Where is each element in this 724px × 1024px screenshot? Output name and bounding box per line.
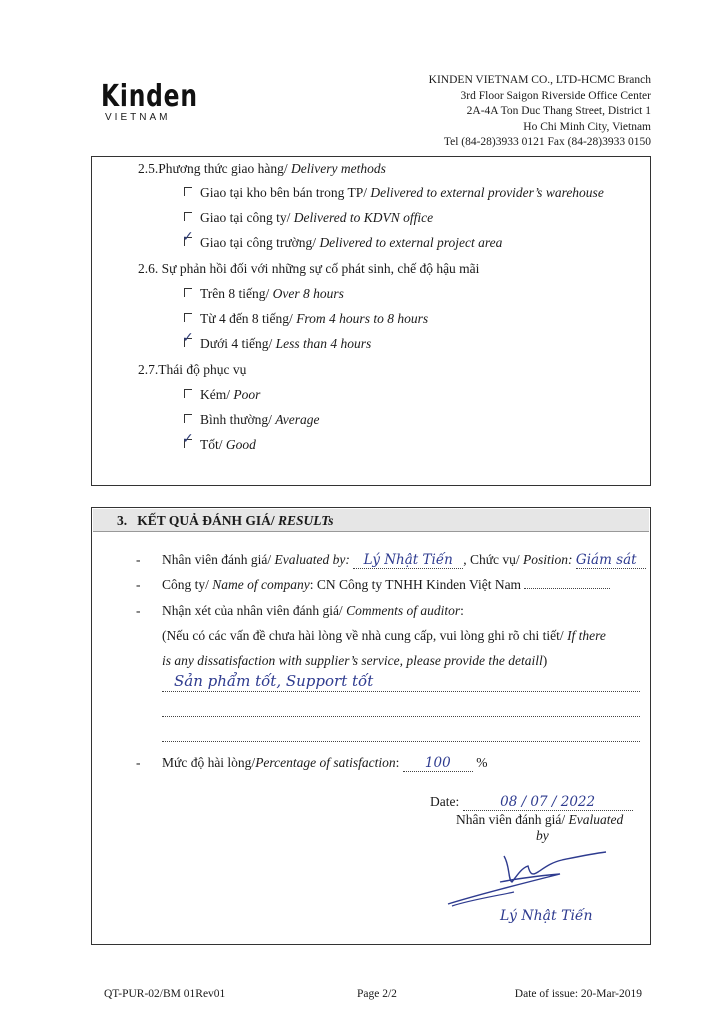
section-2-5-title-en: Delivery methods	[291, 161, 386, 176]
company-label-en: Name of company	[212, 577, 310, 592]
results-number: 3.	[117, 513, 128, 528]
evaluated-by-en-1: Evaluated	[568, 812, 624, 827]
auditor-label-vi: Nhân viên đánh giá/	[162, 552, 275, 567]
comment-handwritten[interactable]	[174, 672, 373, 690]
evaluated-by-line-1	[456, 812, 623, 828]
auditor-name-value: Lý Nhật Tiến	[363, 552, 453, 568]
option-label-en: Poor	[233, 387, 261, 402]
satisfaction-field[interactable]	[403, 755, 473, 772]
company-address	[429, 73, 651, 151]
footer-page-number: Page 2/2	[357, 988, 397, 1000]
option-label-en: Less than 4 hours	[275, 336, 372, 351]
check-mark-icon: ✓	[182, 330, 194, 346]
checkbox-checked[interactable]	[182, 229, 194, 246]
auditor-name-field[interactable]	[353, 552, 463, 569]
comment-line-1	[162, 690, 640, 692]
note-en-2: is any dissatisfaction with supplier’s service, please provide the detaill	[162, 653, 543, 668]
position-field[interactable]	[576, 552, 646, 569]
option-label-vi: Giao tại công ty/	[200, 210, 294, 225]
company-name: KINDEN VIETNAM CO., LTD-HCMC Branch	[428, 74, 651, 86]
checkbox-unchecked[interactable]	[184, 389, 192, 398]
option-label-en: Delivered to external provider’s warehouse	[370, 185, 604, 200]
company-value: : CN Công ty TNHH Kinden Việt Nam	[309, 577, 522, 592]
note-close: )	[542, 653, 548, 668]
option-label-vi: Giao tại công trường/	[200, 235, 320, 250]
date-row	[430, 794, 633, 811]
response-option-3	[182, 330, 372, 352]
option-label-en: Over 8 hours	[272, 286, 344, 301]
satisfaction-value: 100	[424, 755, 451, 771]
date-field[interactable]	[463, 794, 633, 811]
percent-sign: %	[476, 755, 488, 770]
footer-issue-date: Date of issue: 20-Mar-2019	[514, 988, 642, 1000]
results-title	[117, 513, 334, 529]
checkbox-unchecked[interactable]	[184, 313, 192, 322]
auditor-row: Nhân viên đánh giá/ Evaluated by: Lý Nhật Tiến , Chức vụ/ Position: Giám sát	[162, 552, 646, 569]
section-2-5-title-vi: 2.5.Phương thức giao hàng/	[138, 161, 292, 176]
signature-name: Lý Nhật Tiến	[500, 908, 593, 924]
attitude-option-3	[182, 431, 256, 453]
bullet-dash: -	[136, 603, 141, 618]
attitude-option-2	[184, 412, 319, 428]
results-header	[93, 509, 649, 532]
option-label-vi: Giao tại kho bên bán trong TP/	[200, 185, 371, 200]
delivery-option-3	[182, 229, 503, 251]
option-label-vi: Tốt/	[200, 437, 226, 452]
evaluated-by-vi: Nhân viên đánh giá/	[456, 812, 569, 827]
section-2-6-title: 2.6. Sự phản hồi đối với những sự cố phát sinh, chế độ hậu mãi	[138, 261, 480, 276]
note-en-1: If there	[567, 628, 606, 643]
check-mark-icon: ✓	[182, 229, 194, 245]
signature-icon	[440, 846, 620, 916]
response-option-2	[184, 311, 428, 327]
address-line-3: Ho Chi Minh City, Vietnam	[523, 120, 651, 133]
bullet-dash: -	[136, 755, 141, 770]
satisfaction-row: Mức độ hài lòng/Percentage of satisfaction: 100 %	[162, 755, 488, 771]
option-label-en: Delivered to KDVN office	[293, 210, 434, 225]
option-label-en: From 4 hours to 8 hours	[296, 311, 429, 326]
company-dotted-fill	[524, 588, 610, 589]
footer-form-code: QT-PUR-02/BM 01Rev01	[104, 988, 226, 1000]
section-2-7-title: 2.7.Thái độ phục vụ	[138, 362, 247, 377]
comment-value: Sản phẩm tốt, Support tốt	[174, 672, 374, 690]
position-label-en: Position:	[523, 552, 573, 567]
comment-line-2	[162, 715, 640, 717]
contact-line: Tel (84-28)3933 0121 Fax (84-28)3933 0150	[443, 136, 651, 148]
satisfaction-label-en: Percentage of satisfaction	[255, 755, 396, 770]
response-option-1	[184, 286, 344, 302]
company-row	[162, 577, 610, 593]
evaluated-by-line-2	[536, 828, 549, 844]
option-label-vi: Bình thường/	[200, 412, 276, 427]
satisfaction-label-vi: Mức độ hài lòng/	[162, 755, 256, 770]
logo-subtitle: VIETNAM	[105, 112, 171, 123]
position-label-vi: Chức vụ/	[469, 552, 524, 567]
checkbox-checked[interactable]	[182, 330, 194, 347]
section-2-5-title	[138, 161, 386, 177]
bullet-dash: -	[136, 577, 141, 592]
company-logo	[101, 79, 225, 123]
check-mark-icon: ✓	[182, 431, 194, 447]
checkbox-unchecked[interactable]	[184, 187, 192, 196]
checkbox-unchecked[interactable]	[184, 212, 192, 221]
option-label-en: Delivered to external project area	[319, 235, 503, 250]
option-label-vi: Kém/	[200, 387, 234, 402]
bullet-dash: -	[136, 552, 141, 567]
option-label-en: Average	[275, 412, 320, 427]
option-label-vi: Trên 8 tiếng/	[200, 286, 273, 301]
evaluation-criteria-box	[91, 156, 651, 486]
option-label-en: Good	[225, 437, 256, 452]
comments-note-line-1	[162, 628, 606, 644]
option-label-vi: Từ 4 đến 8 tiếng/	[200, 311, 297, 326]
comments-label-vi: Nhận xét của nhân viên đánh giá/	[162, 603, 347, 618]
address-line-1: 3rd Floor Saigon Riverside Office Center	[460, 89, 651, 102]
checkbox-unchecked[interactable]	[184, 414, 192, 423]
note-vi: (Nếu có các vấn đề chưa hài lòng về nhà cung cấp, vui lòng ghi rõ chi tiết/	[162, 628, 568, 643]
delivery-option-1	[184, 185, 604, 201]
logo-wordmark: Kinden	[101, 79, 198, 114]
attitude-option-1	[184, 387, 260, 403]
comments-label-en: Comments of auditor	[346, 603, 461, 618]
results-title-en: RESULTs	[278, 513, 334, 528]
signature-area	[440, 846, 620, 924]
evaluated-by-en-2: by	[536, 828, 549, 843]
company-label-vi: Công ty/	[162, 577, 213, 592]
comment-line-3	[162, 740, 640, 742]
checkbox-checked[interactable]	[182, 431, 194, 448]
comments-note-line-2	[162, 653, 547, 669]
results-title-vi: KẾT QUẢ ĐÁNH GIÁ/	[137, 513, 279, 528]
checkbox-unchecked[interactable]	[184, 288, 192, 297]
address-line-2: 2A-4A Ton Duc Thang Street, District 1	[466, 105, 651, 117]
date-value: 08 / 07 / 2022	[500, 794, 596, 810]
position-value: Giám sát	[575, 552, 637, 568]
date-label: Date:	[430, 794, 460, 809]
auditor-label-en: Evaluated by:	[274, 552, 350, 567]
option-label-vi: Dưới 4 tiếng/	[200, 336, 276, 351]
comments-row: Nhận xét của nhân viên đánh giá/ Comments of auditor:	[162, 603, 464, 618]
delivery-option-2	[184, 210, 433, 226]
